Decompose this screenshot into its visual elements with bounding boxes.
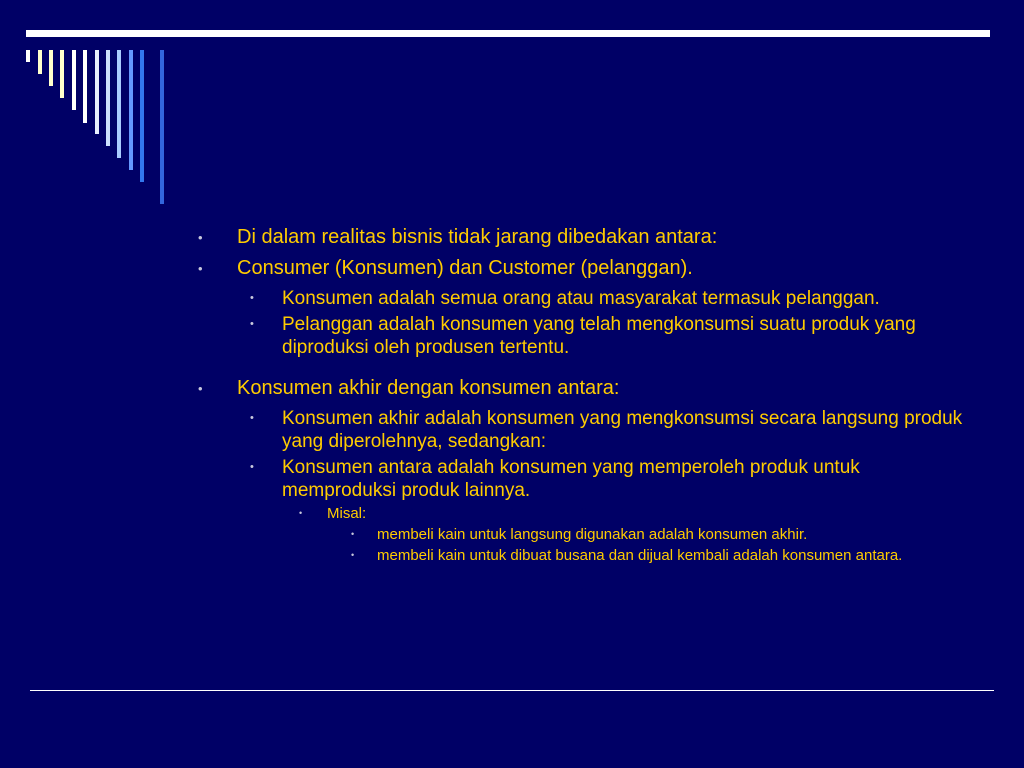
stripe-bar bbox=[140, 50, 144, 182]
bullet-icon: • bbox=[299, 508, 303, 518]
bullet-icon: • bbox=[250, 292, 254, 304]
bullet-item-level-2 bbox=[196, 407, 966, 453]
bullet-item-level-2 bbox=[196, 313, 966, 359]
bullet-icon: • bbox=[198, 230, 203, 245]
bullet-item-level-1 bbox=[196, 373, 966, 404]
stripe-bar bbox=[117, 50, 121, 158]
bullet-icon: • bbox=[351, 529, 355, 539]
stripe-bar bbox=[38, 50, 42, 74]
stripe-bar bbox=[60, 50, 64, 98]
bullet-text: Di dalam realitas bisnis tidak jarang dibedakan antara: bbox=[237, 226, 718, 248]
bullet-item-level-4 bbox=[196, 546, 966, 565]
bullet-icon: • bbox=[250, 318, 254, 330]
bullet-item-level-3 bbox=[196, 504, 966, 523]
bullet-text: Konsumen akhir adalah konsumen yang mengkonsumsi secara langsung produk yang diperolehnya, sedangkan: bbox=[282, 408, 963, 452]
bullet-text: Misal: bbox=[327, 505, 367, 522]
bullet-icon: • bbox=[198, 381, 203, 396]
bullet-text: Konsumen antara adalah konsumen yang memperoleh produk untuk memproduksi produk lainnya. bbox=[282, 457, 860, 501]
bullet-icon: • bbox=[198, 261, 203, 276]
stripe-bar bbox=[83, 50, 87, 123]
stripe-bar bbox=[95, 50, 99, 134]
bullet-item-level-1 bbox=[196, 222, 966, 253]
bullet-icon: • bbox=[351, 550, 355, 560]
slide-body bbox=[196, 222, 966, 565]
stripe-bar bbox=[129, 50, 133, 170]
bullet-text: Pelanggan adalah konsumen yang telah mengkonsumsi suatu produk yang diproduksi oleh produsen tertentu. bbox=[282, 314, 916, 358]
bottom-rule bbox=[30, 690, 994, 691]
bullet-item-level-4 bbox=[196, 525, 966, 544]
stripe-bar bbox=[49, 50, 53, 86]
bullet-text: Konsumen akhir dengan konsumen antara: bbox=[237, 377, 620, 399]
bullet-text: membeli kain untuk langsung digunakan adalah konsumen akhir. bbox=[377, 526, 808, 543]
top-rule bbox=[26, 30, 990, 37]
bullet-icon: • bbox=[250, 461, 254, 473]
bullet-item-level-1 bbox=[196, 253, 966, 284]
bullet-text: membeli kain untuk dibuat busana dan dijual kembali adalah konsumen antara. bbox=[377, 547, 903, 564]
bullet-icon: • bbox=[250, 412, 254, 424]
bullet-item-level-2 bbox=[196, 456, 966, 502]
bullet-item-level-2 bbox=[196, 287, 966, 310]
bullet-text: Konsumen adalah semua orang atau masyarakat termasuk pelanggan. bbox=[282, 288, 880, 309]
stripe-bar bbox=[106, 50, 110, 146]
bullet-text: Consumer (Konsumen) dan Customer (pelanggan). bbox=[237, 257, 693, 279]
stripe-bar bbox=[72, 50, 76, 110]
stripe-bar bbox=[160, 50, 164, 204]
stripe-bar bbox=[26, 50, 30, 62]
